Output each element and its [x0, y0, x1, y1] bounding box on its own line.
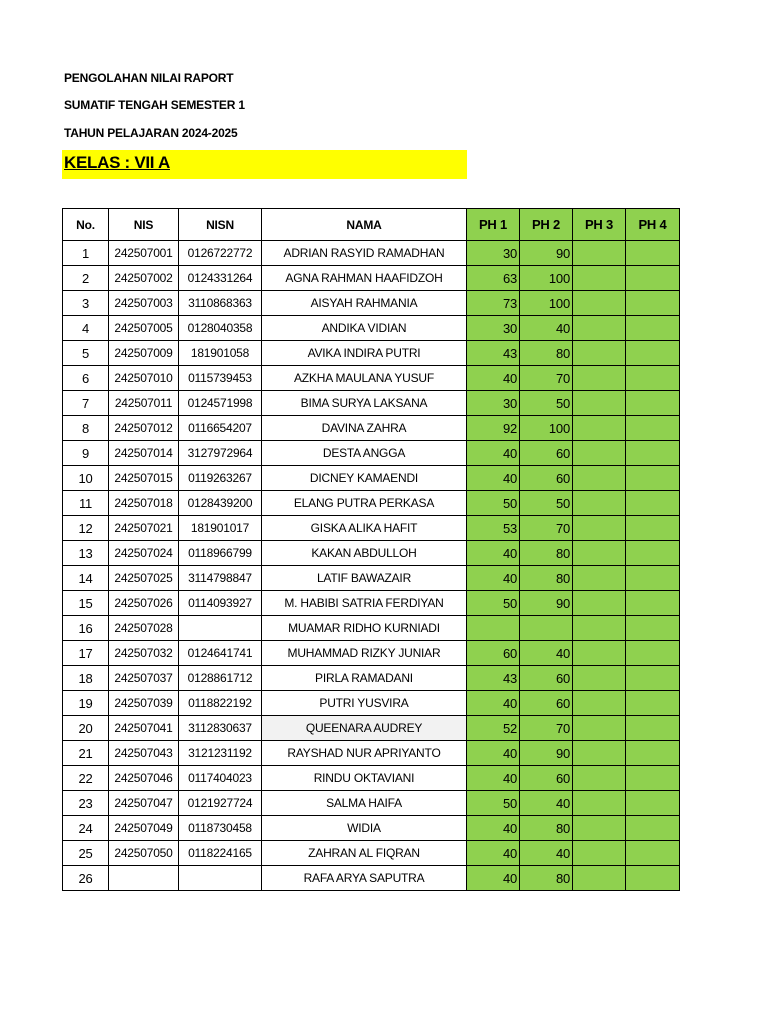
cell-nisn[interactable]: 0126722772: [179, 241, 262, 266]
cell-ph2[interactable]: 70: [520, 366, 573, 391]
cell-ph2[interactable]: 80: [520, 541, 573, 566]
cell-ph4[interactable]: [626, 741, 680, 766]
cell-nama[interactable]: GISKA ALIKA HAFIT: [262, 516, 467, 541]
cell-ph3[interactable]: [573, 791, 626, 816]
cell-ph3[interactable]: [573, 666, 626, 691]
cell-no[interactable]: 8: [63, 416, 109, 441]
column-header-ph2[interactable]: PH 2: [520, 209, 573, 241]
grades-table: [62, 208, 680, 891]
cell-no[interactable]: 23: [63, 791, 109, 816]
cell-nama[interactable]: ANDIKA VIDIAN: [262, 316, 467, 341]
table-row: [63, 566, 680, 591]
cell-nis[interactable]: 242507026: [109, 591, 179, 616]
cell-ph1[interactable]: 60: [467, 641, 520, 666]
report-title: PENGOLAHAN NILAI RAPORT: [64, 71, 234, 85]
table-row: [63, 366, 680, 391]
cell-no[interactable]: 24: [63, 816, 109, 841]
cell-ph3[interactable]: [573, 416, 626, 441]
table-row: [63, 666, 680, 691]
cell-nis[interactable]: 242507018: [109, 491, 179, 516]
cell-no[interactable]: 17: [63, 641, 109, 666]
cell-ph2[interactable]: 50: [520, 391, 573, 416]
table-row: [63, 841, 680, 866]
cell-ph4[interactable]: [626, 316, 680, 341]
table-row: [63, 241, 680, 266]
table-row: [63, 391, 680, 416]
cell-no[interactable]: 16: [63, 616, 109, 641]
cell-ph3[interactable]: [573, 741, 626, 766]
column-header-nis[interactable]: NIS: [109, 209, 179, 241]
cell-ph3[interactable]: [573, 591, 626, 616]
cell-ph3[interactable]: [573, 516, 626, 541]
cell-ph3[interactable]: [573, 366, 626, 391]
cell-ph4[interactable]: [626, 691, 680, 716]
table-row: [63, 291, 680, 316]
report-subtitle: SUMATIF TENGAH SEMESTER 1: [64, 98, 245, 112]
cell-ph1[interactable]: 43: [467, 341, 520, 366]
cell-nis[interactable]: 242507047: [109, 791, 179, 816]
cell-nis[interactable]: 242507032: [109, 641, 179, 666]
cell-ph4[interactable]: [626, 866, 680, 891]
table-row: [63, 741, 680, 766]
cell-nama[interactable]: ELANG PUTRA PERKASA: [262, 491, 467, 516]
cell-nis[interactable]: 242507037: [109, 666, 179, 691]
cell-ph1[interactable]: 63: [467, 266, 520, 291]
cell-nama[interactable]: MUHAMMAD RIZKY JUNIAR: [262, 641, 467, 666]
cell-ph2[interactable]: 60: [520, 466, 573, 491]
cell-ph4[interactable]: [626, 416, 680, 441]
table-header-row: [63, 209, 680, 241]
cell-ph2[interactable]: 70: [520, 516, 573, 541]
table-row: [63, 766, 680, 791]
cell-nisn[interactable]: 0118966799: [179, 541, 262, 566]
cell-nis[interactable]: 242507011: [109, 391, 179, 416]
cell-ph2[interactable]: 60: [520, 691, 573, 716]
cell-nis[interactable]: 242507025: [109, 566, 179, 591]
column-header-nisn[interactable]: NISN: [179, 209, 262, 241]
cell-ph4[interactable]: [626, 816, 680, 841]
cell-nama[interactable]: PIRLA RAMADANI: [262, 666, 467, 691]
table-row: [63, 466, 680, 491]
cell-ph4[interactable]: [626, 716, 680, 741]
cell-nis[interactable]: 242507012: [109, 416, 179, 441]
cell-nama[interactable]: QUEENARA AUDREY: [262, 716, 467, 741]
cell-nisn[interactable]: 3121231192: [179, 741, 262, 766]
table-row: [63, 491, 680, 516]
cell-ph1[interactable]: 53: [467, 516, 520, 541]
cell-ph2[interactable]: 40: [520, 791, 573, 816]
cell-ph1[interactable]: 40: [467, 466, 520, 491]
cell-nisn[interactable]: 0114093927: [179, 591, 262, 616]
column-header-ph4[interactable]: PH 4: [626, 209, 680, 241]
cell-nama[interactable]: LATIF BAWAZAIR: [262, 566, 467, 591]
cell-no[interactable]: 11: [63, 491, 109, 516]
cell-ph1[interactable]: 40: [467, 541, 520, 566]
cell-ph4[interactable]: [626, 291, 680, 316]
cell-ph4[interactable]: [626, 391, 680, 416]
cell-ph4[interactable]: [626, 541, 680, 566]
cell-nis[interactable]: 242507041: [109, 716, 179, 741]
cell-nisn[interactable]: 0115739453: [179, 366, 262, 391]
cell-ph4[interactable]: [626, 491, 680, 516]
cell-no[interactable]: 21: [63, 741, 109, 766]
cell-ph1[interactable]: 40: [467, 366, 520, 391]
cell-nama[interactable]: AVIKA INDIRA PUTRI: [262, 341, 467, 366]
cell-nama[interactable]: DICNEY KAMAENDI: [262, 466, 467, 491]
cell-ph2[interactable]: 40: [520, 316, 573, 341]
table-row: [63, 691, 680, 716]
cell-ph3[interactable]: [573, 766, 626, 791]
table-row: [63, 266, 680, 291]
cell-nis[interactable]: 242507049: [109, 816, 179, 841]
column-header-ph3[interactable]: PH 3: [573, 209, 626, 241]
cell-nisn[interactable]: 0116654207: [179, 416, 262, 441]
cell-ph2[interactable]: 100: [520, 416, 573, 441]
cell-nisn[interactable]: 0121927724: [179, 791, 262, 816]
cell-ph3[interactable]: [573, 491, 626, 516]
cell-no[interactable]: 5: [63, 341, 109, 366]
cell-no[interactable]: 10: [63, 466, 109, 491]
cell-ph1[interactable]: 40: [467, 841, 520, 866]
cell-ph2[interactable]: 50: [520, 491, 573, 516]
cell-ph2[interactable]: 80: [520, 816, 573, 841]
cell-ph3[interactable]: [573, 841, 626, 866]
cell-nisn[interactable]: [179, 866, 262, 891]
cell-nisn[interactable]: 0128861712: [179, 666, 262, 691]
cell-nisn[interactable]: 3127972964: [179, 441, 262, 466]
cell-nisn[interactable]: 0118730458: [179, 816, 262, 841]
cell-nis[interactable]: 242507002: [109, 266, 179, 291]
cell-ph2[interactable]: 40: [520, 641, 573, 666]
cell-nisn[interactable]: 3112830637: [179, 716, 262, 741]
cell-ph3[interactable]: [573, 716, 626, 741]
cell-ph3[interactable]: [573, 641, 626, 666]
cell-nis[interactable]: 242507001: [109, 241, 179, 266]
cell-ph3[interactable]: [573, 391, 626, 416]
cell-ph4[interactable]: [626, 341, 680, 366]
cell-nama[interactable]: ZAHRAN AL FIQRAN: [262, 841, 467, 866]
cell-ph1[interactable]: 52: [467, 716, 520, 741]
cell-no[interactable]: 14: [63, 566, 109, 591]
cell-ph1[interactable]: 40: [467, 691, 520, 716]
cell-nama[interactable]: WIDIA: [262, 816, 467, 841]
cell-ph4[interactable]: [626, 591, 680, 616]
table-row: [63, 791, 680, 816]
cell-ph3[interactable]: [573, 266, 626, 291]
cell-nisn[interactable]: 3110868363: [179, 291, 262, 316]
cell-ph2[interactable]: 70: [520, 716, 573, 741]
cell-ph3[interactable]: [573, 241, 626, 266]
cell-no[interactable]: 3: [63, 291, 109, 316]
table-row: [63, 441, 680, 466]
cell-nama[interactable]: MUAMAR RIDHO KURNIADI: [262, 616, 467, 641]
cell-nis[interactable]: 242507005: [109, 316, 179, 341]
class-banner: [62, 150, 467, 179]
column-header-no[interactable]: No.: [63, 209, 109, 241]
cell-ph2[interactable]: 90: [520, 741, 573, 766]
cell-nisn[interactable]: 0119263267: [179, 466, 262, 491]
cell-ph3[interactable]: [573, 691, 626, 716]
cell-no[interactable]: 4: [63, 316, 109, 341]
academic-year: TAHUN PELAJARAN 2024-2025: [64, 126, 238, 140]
cell-no[interactable]: 20: [63, 716, 109, 741]
cell-nisn[interactable]: 0118822192: [179, 691, 262, 716]
cell-ph4[interactable]: [626, 466, 680, 491]
cell-no[interactable]: 2: [63, 266, 109, 291]
table-row: [63, 616, 680, 641]
cell-ph2[interactable]: 90: [520, 591, 573, 616]
cell-ph1[interactable]: 40: [467, 766, 520, 791]
cell-ph3[interactable]: [573, 341, 626, 366]
cell-ph3[interactable]: [573, 616, 626, 641]
cell-nisn[interactable]: 181901058: [179, 341, 262, 366]
cell-nis[interactable]: [109, 866, 179, 891]
cell-no[interactable]: 1: [63, 241, 109, 266]
class-label: KELAS : VII A: [64, 153, 170, 172]
cell-nisn[interactable]: 0124571998: [179, 391, 262, 416]
table-row: [63, 591, 680, 616]
cell-nisn[interactable]: 0118224165: [179, 841, 262, 866]
cell-ph1[interactable]: 30: [467, 241, 520, 266]
table-row: [63, 716, 680, 741]
cell-ph4[interactable]: [626, 666, 680, 691]
cell-ph1[interactable]: 40: [467, 566, 520, 591]
column-header-ph1[interactable]: PH 1: [467, 209, 520, 241]
cell-ph1[interactable]: 30: [467, 391, 520, 416]
table-row: [63, 416, 680, 441]
table-body: [63, 241, 680, 891]
column-header-nama[interactable]: NAMA: [262, 209, 467, 241]
cell-ph2[interactable]: 100: [520, 291, 573, 316]
cell-nisn[interactable]: 3114798847: [179, 566, 262, 591]
table-row: [63, 541, 680, 566]
cell-ph2[interactable]: 90: [520, 241, 573, 266]
cell-ph2[interactable]: 60: [520, 766, 573, 791]
cell-ph1[interactable]: 50: [467, 591, 520, 616]
cell-ph3[interactable]: [573, 866, 626, 891]
cell-ph3[interactable]: [573, 466, 626, 491]
cell-ph4[interactable]: [626, 516, 680, 541]
cell-no[interactable]: 12: [63, 516, 109, 541]
cell-no[interactable]: 26: [63, 866, 109, 891]
cell-ph2[interactable]: 60: [520, 666, 573, 691]
cell-ph4[interactable]: [626, 366, 680, 391]
cell-nama[interactable]: AGNA RAHMAN HAAFIDZOH: [262, 266, 467, 291]
cell-nama[interactable]: KAKAN ABDULLOH: [262, 541, 467, 566]
cell-no[interactable]: 6: [63, 366, 109, 391]
cell-nis[interactable]: 242507043: [109, 741, 179, 766]
cell-nis[interactable]: 242507039: [109, 691, 179, 716]
cell-nis[interactable]: 242507050: [109, 841, 179, 866]
cell-no[interactable]: 25: [63, 841, 109, 866]
cell-no[interactable]: 9: [63, 441, 109, 466]
cell-nama[interactable]: M. HABIBI SATRIA FERDIYAN: [262, 591, 467, 616]
cell-ph2[interactable]: 60: [520, 441, 573, 466]
cell-no[interactable]: 15: [63, 591, 109, 616]
cell-nama[interactable]: AZKHA MAULANA YUSUF: [262, 366, 467, 391]
table-row: [63, 316, 680, 341]
cell-ph1[interactable]: 43: [467, 666, 520, 691]
cell-ph4[interactable]: [626, 791, 680, 816]
cell-ph4[interactable]: [626, 441, 680, 466]
cell-ph4[interactable]: [626, 641, 680, 666]
cell-nis[interactable]: 242507046: [109, 766, 179, 791]
cell-ph3[interactable]: [573, 291, 626, 316]
cell-nama[interactable]: RAFA ARYA SAPUTRA: [262, 866, 467, 891]
table-row: [63, 516, 680, 541]
cell-nama[interactable]: BIMA SURYA LAKSANA: [262, 391, 467, 416]
cell-nis[interactable]: 242507021: [109, 516, 179, 541]
cell-ph1[interactable]: 40: [467, 441, 520, 466]
cell-nisn[interactable]: 0117404023: [179, 766, 262, 791]
cell-nama[interactable]: AISYAH RAHMANIA: [262, 291, 467, 316]
cell-ph1[interactable]: 40: [467, 816, 520, 841]
cell-ph3[interactable]: [573, 316, 626, 341]
cell-ph4[interactable]: [626, 766, 680, 791]
cell-nis[interactable]: 242507024: [109, 541, 179, 566]
cell-no[interactable]: 19: [63, 691, 109, 716]
cell-nis[interactable]: 242507015: [109, 466, 179, 491]
cell-nisn[interactable]: 0124331264: [179, 266, 262, 291]
cell-ph2[interactable]: 40: [520, 841, 573, 866]
cell-ph1[interactable]: 92: [467, 416, 520, 441]
cell-ph3[interactable]: [573, 541, 626, 566]
cell-ph4[interactable]: [626, 241, 680, 266]
cell-nis[interactable]: 242507009: [109, 341, 179, 366]
cell-ph3[interactable]: [573, 441, 626, 466]
cell-ph4[interactable]: [626, 841, 680, 866]
cell-ph2[interactable]: 80: [520, 341, 573, 366]
cell-ph4[interactable]: [626, 566, 680, 591]
cell-nis[interactable]: 242507028: [109, 616, 179, 641]
cell-ph2[interactable]: 80: [520, 566, 573, 591]
cell-nama[interactable]: RINDU OKTAVIANI: [262, 766, 467, 791]
table-row: [63, 341, 680, 366]
cell-nisn[interactable]: 0128040358: [179, 316, 262, 341]
cell-nisn[interactable]: 0124641741: [179, 641, 262, 666]
cell-nama[interactable]: SALMA HAIFA: [262, 791, 467, 816]
cell-nama[interactable]: DAVINA ZAHRA: [262, 416, 467, 441]
table-row: [63, 816, 680, 841]
table-row: [63, 866, 680, 891]
cell-ph2[interactable]: [520, 616, 573, 641]
cell-no[interactable]: 13: [63, 541, 109, 566]
cell-ph1[interactable]: [467, 616, 520, 641]
cell-ph1[interactable]: 40: [467, 866, 520, 891]
cell-nama[interactable]: PUTRI YUSVIRA: [262, 691, 467, 716]
table-row: [63, 641, 680, 666]
cell-ph4[interactable]: [626, 266, 680, 291]
cell-nama[interactable]: ADRIAN RASYID RAMADHAN: [262, 241, 467, 266]
cell-nis[interactable]: 242507010: [109, 366, 179, 391]
cell-nama[interactable]: RAYSHAD NUR APRIYANTO: [262, 741, 467, 766]
cell-ph1[interactable]: 30: [467, 316, 520, 341]
cell-nis[interactable]: 242507003: [109, 291, 179, 316]
cell-no[interactable]: 7: [63, 391, 109, 416]
cell-nama[interactable]: DESTA ANGGA: [262, 441, 467, 466]
cell-ph3[interactable]: [573, 816, 626, 841]
cell-ph4[interactable]: [626, 616, 680, 641]
cell-ph3[interactable]: [573, 566, 626, 591]
cell-no[interactable]: 18: [63, 666, 109, 691]
cell-ph2[interactable]: 100: [520, 266, 573, 291]
cell-nisn[interactable]: [179, 616, 262, 641]
cell-ph2[interactable]: 80: [520, 866, 573, 891]
cell-ph1[interactable]: 50: [467, 491, 520, 516]
cell-ph1[interactable]: 40: [467, 741, 520, 766]
cell-nisn[interactable]: 0128439200: [179, 491, 262, 516]
cell-no[interactable]: 22: [63, 766, 109, 791]
cell-nis[interactable]: 242507014: [109, 441, 179, 466]
cell-nisn[interactable]: 181901017: [179, 516, 262, 541]
cell-ph1[interactable]: 50: [467, 791, 520, 816]
cell-ph1[interactable]: 73: [467, 291, 520, 316]
